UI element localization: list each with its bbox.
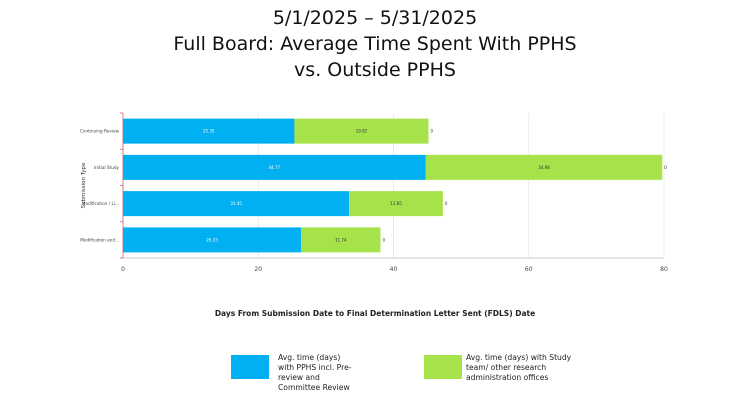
chart-title-line-1: 5/1/2025 – 5/31/2025: [272, 7, 478, 29]
x-tick-label: 0: [121, 266, 125, 273]
x-axis-label: Days From Submission Date to Final Determination Letter Sent (FDLS) Date: [214, 309, 536, 318]
total-label: 0: [430, 128, 434, 134]
category-label: Continuing Review: [79, 128, 119, 134]
legend-swatch-outside: [424, 355, 462, 379]
data-label: 26.33: [206, 237, 218, 243]
total-label: 0: [382, 237, 385, 243]
x-tick-label: 40: [389, 266, 398, 273]
y-axis-title: Submission Type: [81, 162, 87, 209]
x-tick-label: 60: [524, 266, 533, 273]
legend-label-outside: Avg. time (days) with Study team/ other research administration offices: [466, 353, 572, 382]
data-label: 25.35: [202, 128, 215, 134]
data-label: 13.85: [390, 201, 402, 207]
chart-title-line-2: Full Board: Average Time Spent With PPHS: [173, 33, 577, 55]
category-label: Modification / Li...: [81, 201, 119, 207]
category-label: Modification and...: [80, 237, 119, 243]
data-label: 19.82: [355, 128, 368, 134]
total-label: 0: [444, 201, 448, 207]
chart-title-line-3: vs. Outside PPHS: [294, 59, 456, 81]
data-label: 33.45: [230, 201, 242, 207]
category-label: Initial Study: [93, 164, 119, 170]
x-tick-label: 80: [660, 266, 668, 273]
total-label: 0: [664, 164, 667, 170]
data-label: 44.77: [268, 164, 281, 170]
x-tick-label: 20: [254, 266, 263, 273]
data-label: 34.98: [538, 164, 550, 170]
legend-label-pphs: Avg. time (days) with PPHS incl. Pre- review and Committee Review: [278, 353, 352, 392]
data-label: 11.74: [335, 237, 347, 243]
legend-swatch-pphs: [231, 355, 269, 379]
